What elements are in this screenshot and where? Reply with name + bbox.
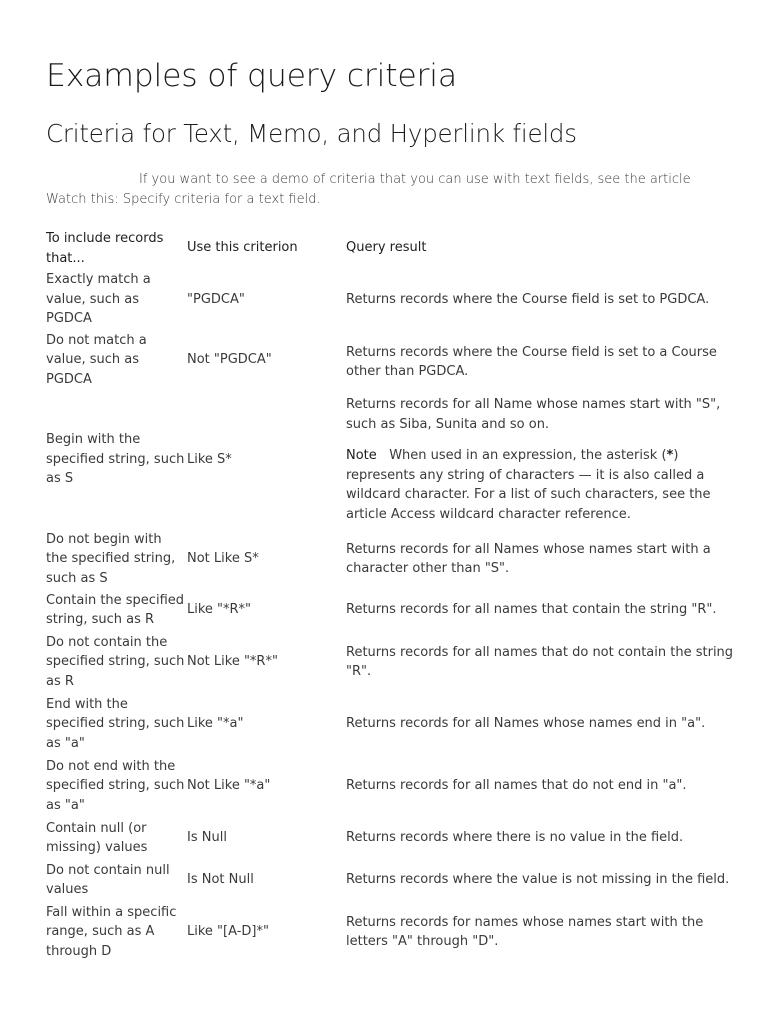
include-cell: Begin with the specified string, such as S	[46, 432, 185, 487]
table-row	[46, 693, 746, 755]
criterion-cell: Like S*	[187, 451, 232, 467]
result-cell: Returns records for names whose names start with the letters "A" through "D".	[346, 914, 704, 949]
section-title: Criteria for Text, Memo, and Hyperlink fields	[46, 119, 577, 148]
result-cell: Returns records for all names that contain the string "R".	[346, 602, 717, 618]
table-row	[46, 631, 746, 693]
result-cell: Returns records where the Course field is set to PGDCA.	[346, 291, 710, 307]
table-row	[46, 589, 746, 631]
result-cell: Returns records for all names that do not contain the string "R".	[346, 644, 734, 679]
include-cell: Do not contain null values	[46, 862, 170, 897]
table-row	[46, 755, 746, 817]
include-cell: Do not match a value, such as PGDCA	[46, 332, 147, 387]
table-row	[46, 901, 746, 963]
intro-paragraph	[46, 170, 746, 210]
include-cell: Do not contain the specified string, such as R	[46, 634, 185, 689]
asterisk-symbol: *	[666, 448, 674, 463]
criterion-cell: Is Null	[187, 830, 227, 846]
result-cell	[346, 390, 746, 529]
result-cell: Returns records for all names that do not end in "a".	[346, 778, 687, 794]
criteria-table	[46, 227, 746, 963]
note-text-start: When used in an expression, the asterisk (	[389, 448, 667, 463]
criterion-cell: Is Not Null	[187, 872, 254, 888]
header-criterion: Use this criterion	[187, 240, 298, 256]
intro-line-1: If you want to see a demo of criteria that you can use with text fields, see the article	[139, 172, 691, 187]
include-cell: Exactly match a value, such as PGDCA	[46, 272, 151, 327]
note-paragraph	[346, 446, 746, 524]
table-row	[46, 390, 746, 529]
table-row	[46, 269, 746, 330]
note-label: Note	[346, 448, 377, 463]
header-include: To include records that...	[46, 231, 164, 266]
include-cell: Contain the specified string, such as R	[46, 592, 185, 627]
table-row	[46, 529, 746, 589]
criterion-cell: Not "PGDCA"	[187, 352, 272, 368]
table-row	[46, 330, 746, 390]
note-text-end: ) represents any string of characters — it is also called a wildcard character. For a list of such characters, see the article Access wildcard character reference.	[346, 448, 711, 522]
criterion-cell: Not Like S*	[187, 551, 259, 567]
include-cell: Do not end with the specified string, such as "a"	[46, 758, 185, 813]
criterion-cell: "PGDCA"	[187, 291, 245, 307]
table-row	[46, 817, 746, 859]
header-result: Query result	[346, 240, 427, 256]
include-cell: Contain null (or missing) values	[46, 820, 148, 855]
include-cell: Do not begin with the specified string, such as S	[46, 531, 176, 586]
criterion-cell: Like "*a"	[187, 716, 244, 732]
criterion-cell: Not Like "*R*"	[187, 654, 278, 670]
page-title: Examples of query criteria	[46, 58, 457, 94]
intro-line-2: Watch this: Specify criteria for a text field.	[46, 192, 321, 207]
result-cell: Returns records where the value is not missing in the field.	[346, 872, 730, 888]
result-cell: Returns records where the Course field is set to a Course other than PGDCA.	[346, 344, 717, 379]
result-cell: Returns records for all Names whose names start with a character other than "S".	[346, 541, 711, 576]
result-text: Returns records for all Name whose names start with "S", such as Siba, Sunita and so on.	[346, 397, 721, 432]
result-cell: Returns records for all Names whose names end in "a".	[346, 716, 706, 732]
criterion-cell: Like "*R*"	[187, 602, 252, 618]
criterion-cell: Not Like "*a"	[187, 778, 271, 794]
include-cell: Fall within a specific range, such as A through D	[46, 904, 177, 959]
criterion-cell: Like "[A-D]*"	[187, 924, 269, 940]
table-header-row	[46, 227, 746, 269]
table-row	[46, 859, 746, 901]
result-cell: Returns records where there is no value in the field.	[346, 830, 684, 846]
include-cell: End with the specified string, such as "a"	[46, 696, 185, 751]
